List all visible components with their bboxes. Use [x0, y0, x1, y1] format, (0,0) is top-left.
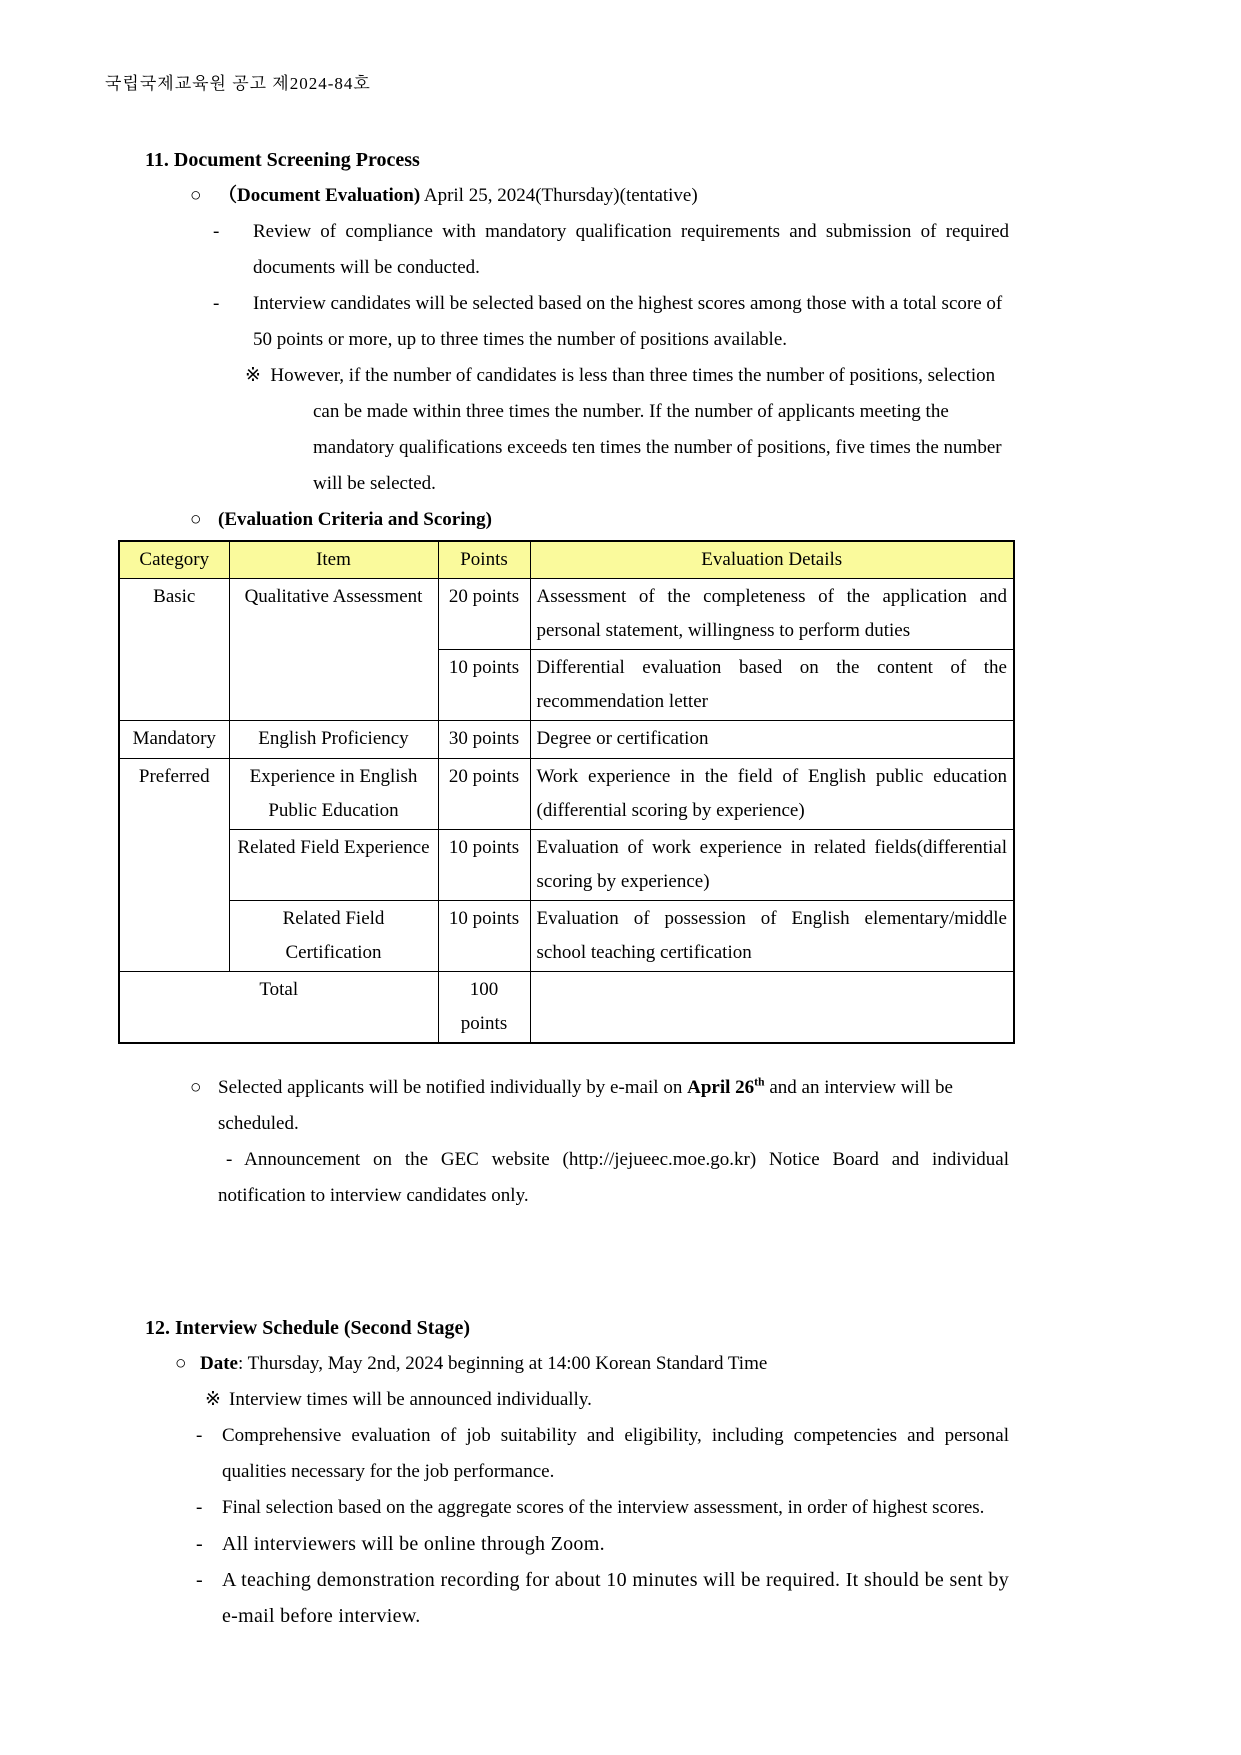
teaching-demo-text: A teaching demonstration recording for about 10 minutes will be required. It should be sent by e-mail before interview. [222, 1569, 1009, 1627]
document-evaluation-date: April 25, 2024(Thursday)(tentative) [420, 185, 698, 206]
section-12-heading: 12. Interview Schedule (Second Stage) [145, 1317, 470, 1339]
zoom-interview-text: All interviewers will be online through Zoom. [222, 1533, 605, 1555]
table-row [119, 830, 1014, 901]
dash-bullet-icon: - [196, 1497, 203, 1518]
announcement-note: - Announcement on the GEC website (http://jejueec.moe.go.kr) Notice Board and individual notification to interview candidates only. [218, 1149, 1009, 1206]
zoom-interview-item [196, 1526, 1009, 1562]
cell-total-label: Total [119, 972, 438, 1044]
table-total-row [119, 972, 1014, 1044]
reference-mark-icon: ※ [245, 365, 261, 386]
however-note [245, 358, 1009, 502]
document-evaluation-label: （Document Evaluation) [218, 185, 421, 206]
interview-candidates-text: Interview candidates will be selected based on the highest scores among those with a total score of 50 points or more, up to three times the number of positions available. [253, 293, 1003, 350]
cell-category-mandatory: Mandatory [119, 721, 229, 759]
header-details: Evaluation Details [530, 541, 1014, 579]
cell-points-10: 10 points [438, 650, 530, 721]
circle-bullet-icon: ○ [190, 185, 202, 206]
reference-mark-icon: ※ [205, 1389, 221, 1410]
notification-date-suffix: th [754, 1075, 765, 1089]
section-12 [0, 1310, 1241, 1634]
document-evaluation-item [190, 178, 1009, 214]
cell-total-details [530, 972, 1014, 1044]
table-row [119, 901, 1014, 972]
comprehensive-evaluation-item [196, 1418, 1009, 1490]
announcement-number: 국립국제교육원 공고 제2024-84호 [105, 74, 371, 93]
document-evaluation-text [218, 178, 1009, 214]
evaluation-criteria-table [118, 540, 1015, 1044]
cell-points-10b: 10 points [438, 830, 530, 901]
table-row [119, 721, 1014, 759]
cell-item-related-certification: Related Field Certification [229, 901, 438, 972]
dash-bullet-icon: - [196, 1569, 203, 1591]
cell-item-experience-public: Experience in English Public Education [229, 759, 438, 830]
cell-details-recommendation: Differential evaluation based on the content of the recommendation letter [530, 650, 1014, 721]
table-row [119, 759, 1014, 830]
comprehensive-evaluation-text: Comprehensive evaluation of job suitability and eligibility, including competencies and personal qualities necessary for the job performance. [222, 1425, 1009, 1482]
interview-date-text [200, 1346, 1009, 1382]
header-category: Category [119, 541, 229, 579]
final-selection-text: Final selection based on the aggregate scores of the interview assessment, in order of highest scores. [222, 1497, 985, 1518]
cell-category-basic: Basic [119, 579, 229, 721]
however-note-text: However, if the number of candidates is less than three times the number of positions, selection can be made within three times the number. If the number of applicants meeting the mandatory qualifications exceeds ten times the number of positions, five times the number will be selected. [270, 365, 1002, 494]
cell-details-certification: Evaluation of possession of English elementary/middle school teaching certification [530, 901, 1014, 972]
cell-points-20b: 20 points [438, 759, 530, 830]
review-compliance-text: Review of compliance with mandatory qualification requirements and submission of required documents will be conducted. [253, 221, 1009, 278]
dash-bullet-icon: - [213, 293, 220, 314]
cell-points-20: 20 points [438, 579, 530, 650]
cell-item-english-proficiency: English Proficiency [229, 721, 438, 759]
notification-item [190, 1070, 1009, 1142]
cell-details-work-experience: Work experience in the field of English public education (differential scoring by experience) [530, 759, 1014, 830]
cell-points-30: 30 points [438, 721, 530, 759]
notification-pre: Selected applicants will be notified individually by e-mail on [218, 1077, 688, 1098]
criteria-heading-text: (Evaluation Criteria and Scoring) [218, 509, 492, 530]
dash-bullet-icon: - [196, 1533, 203, 1555]
review-compliance-item [213, 214, 1009, 286]
cell-total-points: 100 points [438, 972, 530, 1044]
cell-item-related-experience: Related Field Experience [229, 830, 438, 901]
criteria-heading-item [190, 502, 1009, 538]
interview-date-item [175, 1346, 1009, 1382]
cell-details-degree: Degree or certification [530, 721, 1014, 759]
notification-post: and an interview will be scheduled. [218, 1077, 953, 1134]
cell-points-10c: 10 points [438, 901, 530, 972]
header-item: Item [229, 541, 438, 579]
cell-category-preferred: Preferred [119, 759, 229, 972]
interview-candidates-item [213, 286, 1009, 358]
header-points: Points [438, 541, 530, 579]
notification-date: April 26 [687, 1077, 755, 1098]
notification-text [218, 1070, 1009, 1142]
circle-bullet-icon: ○ [190, 1077, 202, 1098]
cell-item-qualitative: Qualitative Assessment [229, 579, 438, 721]
circle-bullet-icon: ○ [175, 1353, 187, 1374]
cell-details-related-fields: Evaluation of work experience in related fields(differential scoring by experience) [530, 830, 1014, 901]
cell-details-assessment: Assessment of the completeness of the application and personal statement, willingness to perform duties [530, 579, 1014, 650]
teaching-demo-item [196, 1562, 1009, 1634]
date-value: : Thursday, May 2nd, 2024 beginning at 14:00 Korean Standard Time [237, 1353, 768, 1374]
dash-bullet-icon: - [213, 221, 220, 242]
table-row [119, 579, 1014, 650]
interview-times-text: Interview times will be announced individually. [229, 1389, 592, 1410]
circle-bullet-icon: ○ [190, 509, 202, 530]
final-selection-item [196, 1490, 1009, 1526]
interview-times-note [205, 1382, 1009, 1418]
table-header-row [119, 541, 1014, 579]
date-label: Date [200, 1353, 238, 1374]
section-11-heading: 11. Document Screening Process [145, 149, 420, 171]
dash-bullet-icon: - [196, 1425, 203, 1446]
